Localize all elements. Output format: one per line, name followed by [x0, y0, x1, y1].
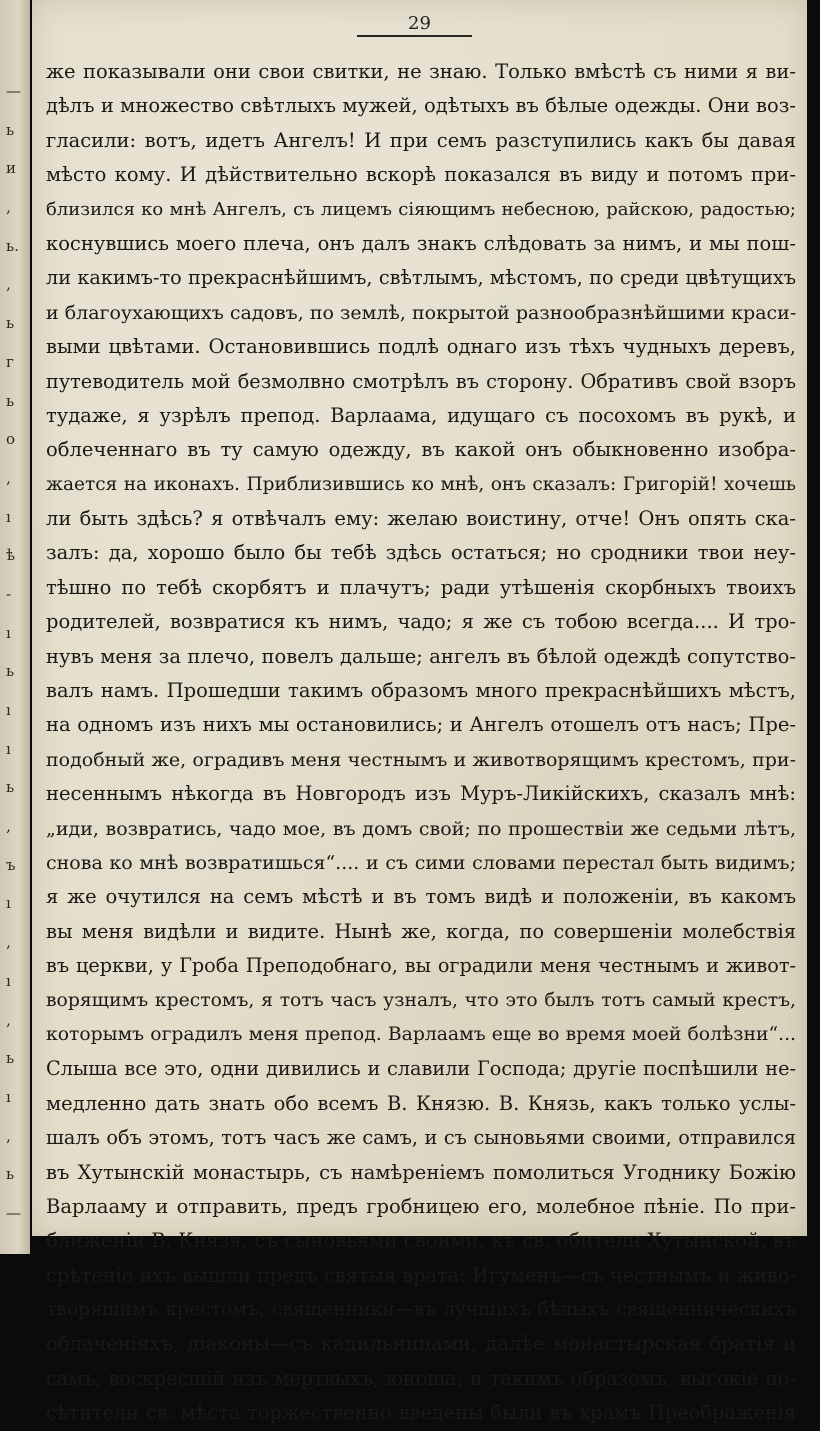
edge-glyph: ı [6, 739, 11, 758]
edge-glyph: ь [6, 1165, 15, 1184]
text-line: ворящимъ крестомъ, я тотъ часъ узналъ, что это былъ тотъ самый крестъ, [46, 989, 796, 1011]
edge-glyph: — [6, 82, 21, 100]
text-line: родителей, возвратися къ нимъ, чадо; я же съ тобою всегда.... И тро- [46, 610, 796, 634]
text-line: ли быть здѣсь? я отвѣчалъ ему: желаю воистину, отче! Онъ опять ска- [46, 507, 796, 531]
edge-glyph: ‚ [6, 933, 11, 952]
text-line: Слыша все это, одни дивились и славили Господа; другіе поспѣшили не- [46, 1057, 796, 1081]
page-number: 29 [408, 13, 431, 34]
text-line: медленно дать знать обо всемъ В. Князю. В. Князь, какъ только услы- [46, 1091, 796, 1115]
edge-glyph: — [6, 1203, 21, 1222]
edge-glyph: ‚ [6, 1126, 11, 1145]
book-page [32, 0, 807, 1425]
edge-glyph: ‚ [6, 1010, 11, 1029]
edge-glyph: г [6, 352, 14, 371]
edge-glyph: ‚ [6, 198, 11, 217]
body-text [46, 55, 796, 1431]
edge-glyph: и [6, 159, 16, 178]
edge-glyph: ѣ [6, 546, 16, 565]
text-line: путеводитель мой безмолвно смотрѣлъ въ сторону. Обративъ свой взоръ [46, 369, 796, 393]
text-line: ближеніи В. Князя, съ сыновьями своими, къ св. обители Хутынской, въ [46, 1229, 796, 1253]
text-line: облеченнаго въ ту самую одежду, въ какой онъ обыкновенно изобра- [46, 438, 796, 462]
edge-glyph: ъ [6, 855, 16, 874]
text-line: валъ намъ. Прошедши такимъ образомъ много прекраснѣйшихъ мѣстъ, [46, 679, 796, 703]
text-line: мѣсто кому. И дѣйствительно вскорѣ показался въ виду и потомъ при- [46, 163, 796, 187]
text-line: подобный же, оградивъ меня честнымъ и животворящимъ крестомъ, при- [46, 748, 796, 771]
edge-glyph: ı [6, 701, 11, 719]
edge-glyph: ь. [6, 236, 19, 255]
text-line: срѣтеніе ихъ вышли предъ святыя врата: Игуменъ—съ честнымъ и живо- [46, 1263, 796, 1287]
edge-glyph: ı [6, 1087, 11, 1106]
previous-page-edge [0, 0, 30, 1254]
text-line: на одномъ изъ нихъ мы остановились; и Ангелъ отошелъ отъ насъ; Пре- [46, 713, 796, 737]
previous-page-edge-glyphs [6, 72, 28, 1233]
edge-glyph: ь [6, 1049, 15, 1068]
text-line: же показывали они свои свитки, не знаю. Только вмѣстѣ съ ними я ви- [46, 60, 796, 83]
edge-glyph: о [6, 430, 16, 449]
text-line: и благоухающихъ садовъ, по землѣ, покрытой разнообразнѣйшими краси- [46, 301, 797, 324]
edge-glyph: ь [6, 662, 15, 681]
text-line: дѣлъ и множество свѣтлыхъ мужей, одѣтыхъ въ бѣлые одежды. Они воз- [46, 94, 796, 118]
edge-glyph: ı [6, 623, 11, 642]
text-line: близился ко мнѣ Ангелъ, съ лицемъ сіяющимъ небесною, райскою, радостью; [46, 198, 796, 220]
edge-glyph: ı [6, 971, 11, 990]
text-line: въ церкви, у Гроба Преподобнаго, вы оградили меня честнымъ и живот- [46, 954, 796, 978]
edge-glyph: - [6, 584, 12, 603]
text-line: творящимъ крестомъ, священники—въ лучшихъ бѣлыхъ священническихъ [46, 1299, 796, 1321]
page-number-rule [357, 35, 472, 37]
text-line: самъ, воскресшій изъ мертвыхъ, юноша; и такимъ образомъ, высокіе по- [46, 1366, 796, 1390]
text-line: нувъ меня за плечо, повелъ дальше; ангелъ въ бѣлой одеждѣ сопутство- [46, 644, 796, 668]
text-line: коснувшись моего плеча, онъ далъ знакъ слѣдовать за нимъ, и мы пош- [46, 231, 796, 255]
text-line: облаченіяхъ, діаконы—съ кадильницами, далѣе монастырская братія и [46, 1332, 796, 1356]
edge-glyph: ı [6, 507, 11, 526]
text-line: „иди, возвратись, чадо мое, въ домъ свой; по прошествіи же седьми лѣтъ, [46, 817, 796, 840]
text-line: жается на иконахъ. Приблизившись ко мнѣ, онъ сказалъ: Григорій! хочешь [46, 473, 796, 495]
edge-glyph: ь [6, 120, 15, 139]
text-line: вы меня видѣли и видите. Нынѣ же, когда, по совершеніи молебствія [46, 919, 796, 943]
edge-glyph: ‚ [6, 468, 11, 487]
edge-glyph: ı [6, 894, 11, 913]
text-line: сѣтители св. мѣста торжественно введены были въ храмъ Преображенія [46, 1401, 796, 1425]
text-line: я же очутился на семъ мѣстѣ и въ томъ видѣ и положеніи, въ какомъ [46, 885, 796, 909]
text-line: гласили: вотъ, идетъ Ангелъ! И при семъ разступились какъ бы давая [46, 128, 796, 152]
text-line: снова ко мнѣ возвратишься“.... и съ сими словами перестал быть видимъ; [46, 851, 796, 874]
text-line: шалъ объ этомъ, тотъ часъ же самъ, и съ сыновьями своими, отправился [46, 1126, 796, 1150]
text-line: выми цвѣтами. Остановившись подлѣ однаго изъ тѣхъ чудныхъ деревъ, [46, 335, 796, 359]
text-line: залъ: да, хорошо было бы тебѣ здѣсь остаться; но сродники твои неу- [46, 541, 796, 565]
edge-glyph: ‚ [6, 275, 11, 294]
text-line: которымъ оградилъ меня препод. Варлаамъ еще во время моей болѣзни“... [46, 1023, 796, 1045]
text-line: ли какимъ-то прекраснѣйшимъ, свѣтлымъ, мѣстомъ, по среди цвѣтущихъ [46, 266, 796, 290]
text-line: тудаже, я узрѣлъ препод. Варлаама, идущаго съ посохомъ въ рукѣ, и [46, 403, 796, 427]
edge-glyph: ь [6, 391, 15, 410]
text-line: Варлааму и отправить, предъ гробницею его, молебное пѣніе. По при- [46, 1194, 796, 1218]
text-line: несеннымъ нѣкогда въ Новгородъ изъ Муръ-Ликійскихъ, сказалъ мнѣ: [46, 782, 796, 806]
text-line: въ Хутынскій монастырь, съ намѣреніемъ помолиться Угоднику Божію [46, 1160, 796, 1184]
edge-glyph: ь [6, 778, 15, 797]
edge-glyph: ь [6, 314, 15, 333]
text-line: тѣшно по тебѣ скорбятъ и плачутъ; ради утѣшенія скорбныхъ твоихъ [46, 575, 796, 599]
edge-glyph: ‚ [6, 817, 11, 836]
